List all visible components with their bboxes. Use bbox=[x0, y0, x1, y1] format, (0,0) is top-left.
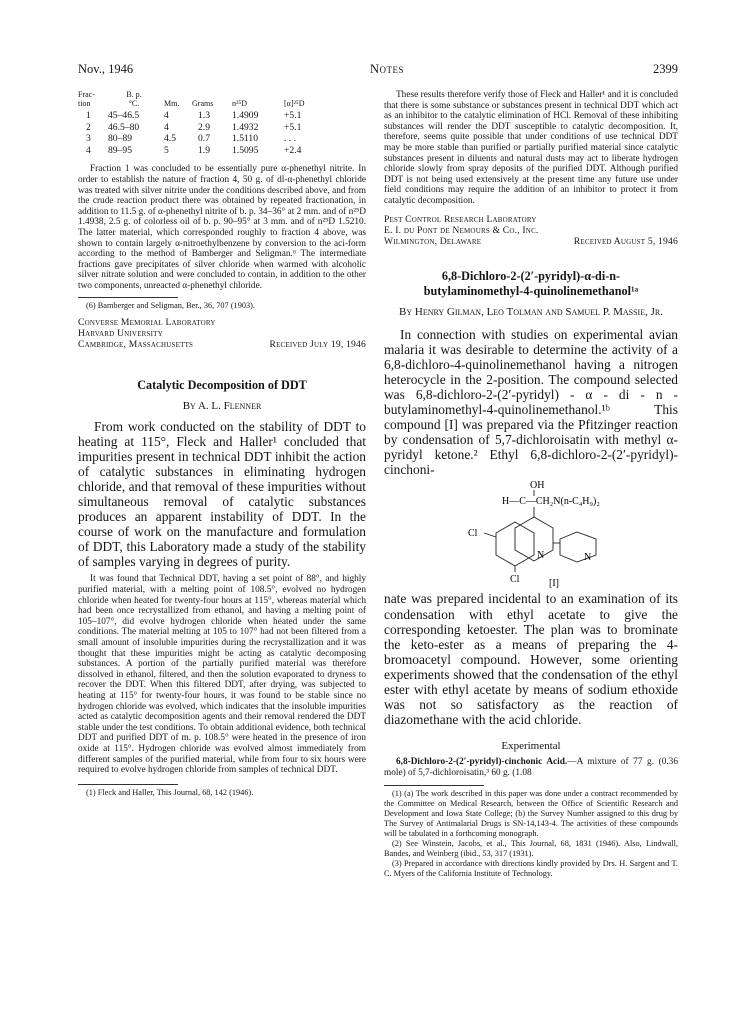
affiliation-line: Harvard University bbox=[78, 327, 163, 339]
table-cell: 1.9 bbox=[198, 144, 210, 156]
table-header-cell: Mm. bbox=[164, 99, 180, 108]
footnote-rule bbox=[384, 785, 484, 786]
article-title-line-2: butylaminomethyl-4-quinolinemethanol¹ᵃ bbox=[423, 283, 639, 298]
affiliation-line: Wilmington, Delaware bbox=[384, 235, 482, 247]
paragraph-experimental bbox=[384, 757, 678, 778]
table-cell: . . . bbox=[284, 133, 296, 145]
paragraph-method: nate was prepared incidental to an examination of its condensation with ethyl acetate to give the corresponding ketoester. The plan was to brominate the keto-ester as a means of preparing the 4-bromoacetyl compound. However, some orienting experiments showed that the condensation of the ethyl ester with ethyl acetate by means of sodium ethoxide was not so satisfactory as the reaction of diazomethane with the acid chloride. bbox=[384, 591, 678, 728]
table-header-row bbox=[78, 90, 366, 110]
footnote-3: (3) Prepared in accordance with directions kindly provided by Drs. H. Sargent and T. C. Myers of the California Institute of Technology. bbox=[384, 858, 678, 878]
paragraph-results: It was found that Technical DDT, having a set point of 88°, and highly purified material, with a melting point of 108.5°, evolved no hydrogen chloride when heated for twenty-four hours at 115°, whereas material which had been once recrystallized from ethanol, and having a melting point of 105–107°, did evolve hydrogen chloride when heated under the same conditions. The material melting at 105 to 107° had not been filtered from a small amount of insoluble impurities during the recrystallization and it was thought that these impurities might be acting as catalytic decomposing substances. A portion of the partially purified material was therefore dissolved in ethanol, filtered, and then the solution evaporated to dryness to recover the DDT. When this filtered DDT, after drying, was subjected to heating at 115° for twenty-four hours, it was found to be stable since no hydrogen chloride was evolved, which indicates that the insoluble impurities acted as catalytic decomposition agents and their removal rendered the DDT stable under the test conditions. To obtain additional evidence, both technical DDT and purified DDT of m. p. 108.5° were heated in the presence of iron oxide at 115°. Hydrogen chloride was evolved almost immediately from different samples of the purified material, while from four to six hours were required to evolve hydrogen chloride from samples of technical DDT. bbox=[78, 574, 366, 776]
table-cell: 1.4932 bbox=[232, 121, 259, 133]
structure-cl-label: Cl bbox=[468, 528, 478, 540]
footnote-6: (6) Bamberger and Seligman, Ber., 36, 707 (1903). bbox=[86, 300, 255, 310]
left-column bbox=[78, 90, 366, 798]
table-cell: 2.9 bbox=[198, 121, 210, 133]
affiliation-received-row bbox=[78, 339, 366, 350]
paragraph-fraction-analysis: Fraction 1 was concluded to be essentially pure α-phenethyl nitrite. In order to establish the nature of fraction 4, 50 g. of dl-α-phenethyl chloride was treated with silver nitrite under the conditions described above, and from the crude reaction product there was obtained by repeated fractionation, in addition to 11.5 g. of α-phenethyl nitrite of b. p. 34–36° at 2 mm. and of n²⁵D 1.4938, 2.5 g. of colorless oil of b. p. 90–95° at 3 mm. and of n²⁵D 1.5210. The latter material, which corresponded roughly to fraction 4 above, was shown to contain largely α-nitroethylbenzene by conversion to the aci-form according to the method of Bamberger and Seligman.⁶ The intermediate fractions gave precipitates of silver chloride when warmed with alcoholic silver nitrate solution and were concluded to contain, in addition to the other two components, unreacted α-phenethyl chloride. bbox=[78, 164, 366, 291]
table-cell: 46.5–80 bbox=[108, 121, 140, 133]
table-cell: +2.4 bbox=[284, 144, 302, 156]
table-row bbox=[78, 110, 366, 122]
table-header-cell: Grams bbox=[192, 99, 214, 108]
fraction-table bbox=[78, 90, 366, 156]
table-header-cell: [α]²⁵D bbox=[284, 99, 305, 108]
table-row bbox=[78, 133, 366, 145]
article-title-line-1: 6,8-Dichloro-2-(2′-pyridyl)-α-di-n- bbox=[441, 268, 621, 283]
paragraph-intro: From work conducted on the stability of DDT to heating at 115°, Fleck and Haller¹ concluded that impurities present in technical DDT inhibit the action of catalytic substances in eliminating hydrogen chloride, and that removal of these impurities without simultaneous removal of catalytic substances produces an apparent instability of DDT. In the course of work on the manufacture and formulation of DDT, this Laboratory made a study of the stability of samples varying in degrees of purity. bbox=[78, 418, 366, 570]
header-date: Nov., 1946 bbox=[78, 62, 134, 76]
affiliation-line: E. I. du Pont de Nemours & Co., Inc. bbox=[384, 224, 539, 236]
table-cell: 1.4909 bbox=[232, 110, 259, 121]
table-cell: 0.7 bbox=[198, 133, 210, 145]
received-date: Received August 5, 1946 bbox=[573, 235, 678, 247]
paragraph-intro: In connection with studies on experimental avian malaria it was desirable to determine the activity of a 6,8-dichloro-4-quinolinemethanol having a nitrogen heterocycle in the 2-position. The compound selected was 6,8-dichloro-2-(2′-pyridyl) - α - di - n - butylaminomethyl-4-quinolinemethanol.¹ᵇ This compound [I] was prepared via the Pfitzinger reaction by condensation of 5,7-dichloroisatin with methyl α-pyridyl ketone.² Ethyl 6,8-dichloro-2-(2′-pyridyl)-cinchoni- bbox=[384, 326, 678, 478]
chemical-structure bbox=[384, 477, 678, 589]
table-row bbox=[78, 122, 366, 134]
table-cell: 1 bbox=[86, 110, 91, 121]
header-section: Notes bbox=[370, 62, 405, 76]
table-cell: 4.5 bbox=[164, 133, 176, 145]
structure-oh-label: OH bbox=[530, 480, 545, 492]
section-heading-experimental: Experimental bbox=[501, 740, 561, 753]
affiliation-line: Pest Control Research Laboratory bbox=[384, 213, 537, 225]
table-cell: 1.5095 bbox=[232, 144, 259, 156]
table-cell: 4 bbox=[164, 110, 169, 121]
footnote-rule bbox=[78, 297, 178, 298]
experimental-text: —A mixture of 77 g. (0.36 mole) of 5,7-dichloroisatin,³ 60 g. (1.08 bbox=[384, 757, 678, 778]
paragraph-conclusion: These results therefore verify those of Fleck and Haller¹ and it is concluded that there is some substance or substances present in technical DDT which act as an inhibitor to the catalytic elimination of HCl. Removal of these inhibiting substances will render the DDT susceptible to catalytic decomposition. It, therefore, seems quite possible that under conditions of use technical DDT may be more stable than purified or partially purified material since catalytic substances present in diluents and natural dusts may act to liberate hydrogen chloride slowly from spray deposits of the purified DDT. Although purified DDT is not being used extensively at the present time any future use under field conditions may require the addition of an inhibitor to protect it from catalytic decomposition. bbox=[384, 90, 678, 206]
table-cell: 5 bbox=[164, 144, 169, 156]
experimental-compound-name: 6,8-Dichloro-2-(2′-pyridyl)-cinchonic Acid. bbox=[396, 757, 568, 768]
article-byline: By A. L. Flenner bbox=[182, 399, 262, 412]
table-cell: 89–95 bbox=[108, 144, 132, 156]
table-cell: +5.1 bbox=[284, 121, 302, 133]
affiliation-line: Converse Memorial Laboratory bbox=[78, 316, 216, 328]
structure-n-label: N bbox=[584, 552, 592, 564]
table-header-cell: n²⁵D bbox=[232, 99, 247, 108]
article-byline: By Henry Gilman, Leo Tolman and Samuel P. Massie, Jr. bbox=[399, 305, 663, 318]
footnote-1: (1) Fleck and Haller, This Journal, 68, 142 (1946). bbox=[86, 787, 254, 797]
affiliation-line: Cambridge, Massachusetts bbox=[78, 338, 194, 350]
table-header-cell: B. p. °C. bbox=[126, 90, 142, 108]
table-cell: 80–89 bbox=[108, 133, 132, 145]
structure-cl-label: Cl bbox=[510, 574, 520, 586]
structure-compound-label: [I] bbox=[549, 578, 559, 590]
table-header-cell: Frac- tion bbox=[78, 90, 95, 108]
table-cell: +5.1 bbox=[284, 110, 302, 121]
table-cell: 3 bbox=[86, 133, 91, 145]
table-cell: 4 bbox=[164, 121, 169, 133]
article-title: Catalytic Decomposition of DDT bbox=[137, 377, 307, 392]
footnote-2: (2) See Winstein, Jacobs, et al., This Journal, 68, 1831 (1946). Also, Lindwall, Bandes, and Weinberg (ibid., 53, 317 (1931). bbox=[384, 838, 678, 858]
affiliation-received-row bbox=[384, 236, 678, 247]
table-row bbox=[78, 145, 366, 157]
bond-line bbox=[484, 533, 496, 537]
table-cell: 45–46.5 bbox=[108, 110, 140, 121]
table-cell: 1.3 bbox=[198, 110, 210, 121]
table-cell: 4 bbox=[86, 144, 91, 156]
header-page-number: 2399 bbox=[653, 62, 678, 76]
received-date: Received July 19, 1946 bbox=[269, 338, 366, 350]
footnote-rule bbox=[78, 784, 178, 785]
structure-n-label: N bbox=[537, 550, 545, 562]
table-cell: 2 bbox=[86, 121, 91, 133]
structure-side-chain-label: H—C—CH₂N(n-C₄H₉)₂ bbox=[502, 496, 600, 508]
footnote-1ab: (1) (a) The work described in this paper was done under a contract recommended by the Committee on Medical Research, between the Office of Scientific Research and Development and Iowa State College; (b) the Survey Number assigned to this drug by The Survey of Antimalarial Drugs is SN-14,143-4. The activities of these compounds will be tabulated in a forthcoming monograph. bbox=[384, 788, 678, 838]
right-column bbox=[384, 90, 678, 879]
table-cell: 1.5110 bbox=[232, 133, 259, 145]
